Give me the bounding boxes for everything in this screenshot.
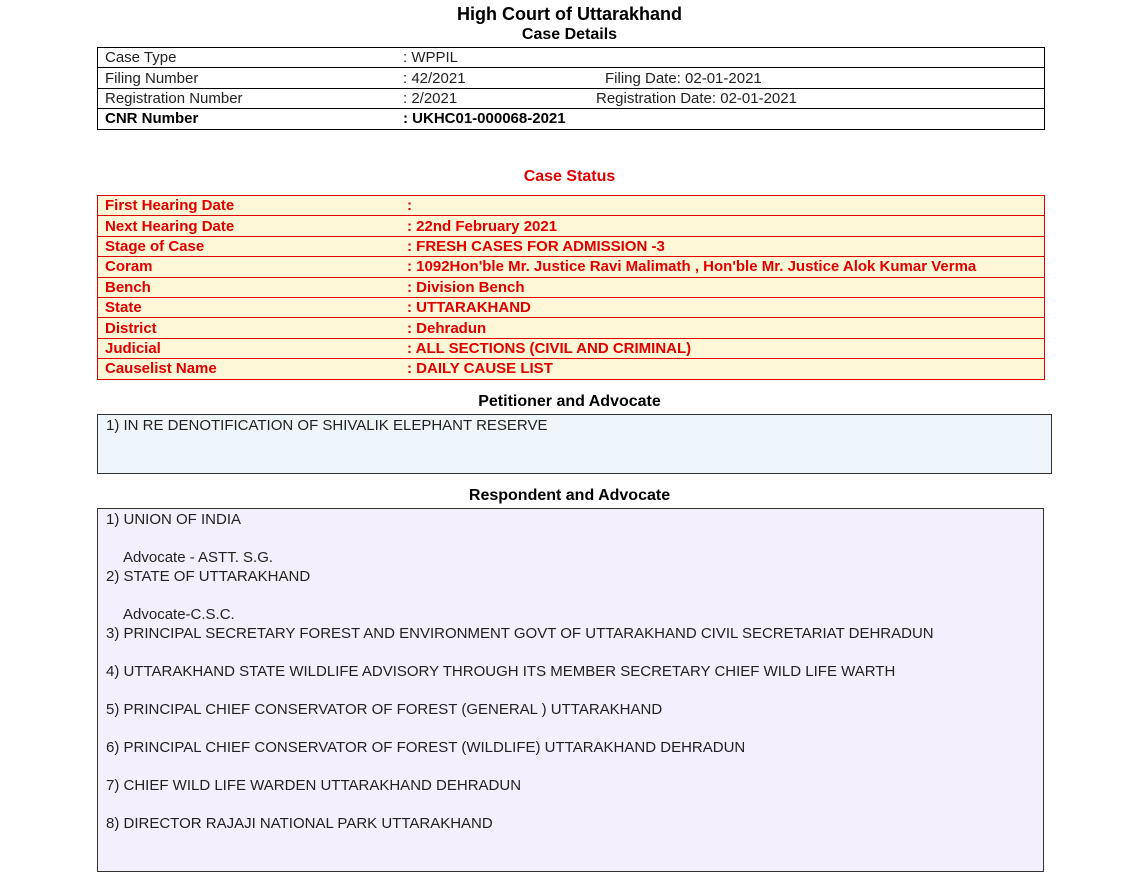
case-details-title: Case Details <box>521 26 618 43</box>
petitioner-title: Petitioner and Advocate <box>478 393 661 410</box>
filing-number-value: : 42/2021 <box>403 69 466 87</box>
bench-label: Bench <box>98 277 397 297</box>
next-hearing-date-label: Next Hearing Date <box>98 216 397 236</box>
respondent-advocate: Advocate - ASTT. S.G. <box>123 549 274 566</box>
case-details-table <box>97 47 1045 130</box>
next-hearing-date-value: : 22nd February 2021 <box>396 216 1045 236</box>
respondent-entry: 6) PRINCIPAL CHIEF CONSERVATOR OF FOREST (WILDLIFE) UTTARAKHAND DEHRADUN <box>106 739 746 756</box>
status-row <box>98 236 1045 256</box>
causelist-name-value: : DAILY CAUSE LIST <box>407 360 553 378</box>
district-label: District <box>98 318 397 338</box>
respondent-entry: 3) PRINCIPAL SECRETARY FOREST AND ENVIRONMENT GOVT OF UTTARAKHAND CIVIL SECRETARIAT DEHRADUN <box>106 625 934 642</box>
registration-number-label: Registration Number <box>98 88 397 108</box>
cnr-label: CNR Number <box>105 110 199 128</box>
first-hearing-date-label: First Hearing Date <box>98 196 397 216</box>
district-value: : Dehradun <box>396 318 1045 338</box>
case-status-title: Case Status <box>523 168 616 185</box>
petitioner-entry: 1) IN RE DENOTIFICATION OF SHIVALIK ELEPHANT RESERVE <box>106 417 548 434</box>
respondent-entry: 1) UNION OF INDIA <box>106 511 242 528</box>
filing-number-label: Filing Number <box>98 68 397 88</box>
status-row <box>98 216 1045 236</box>
respondent-entry: 7) CHIEF WILD LIFE WARDEN UTTARAKHAND DEHRADUN <box>106 777 522 794</box>
respondent-entry: 4) UTTARAKHAND STATE WILDLIFE ADVISORY THROUGH ITS MEMBER SECRETARY CHIEF WILD LIFE WARTH <box>106 663 896 680</box>
cnr-value: : UKHC01-000068-2021 <box>403 110 566 128</box>
petitioner-box <box>97 414 1052 474</box>
registration-number-cell <box>396 88 1045 108</box>
stage-of-case-label: Stage of Case <box>98 236 397 256</box>
case-type-label: Case Type <box>98 48 397 68</box>
respondent-advocate: Advocate-C.S.C. <box>123 606 235 623</box>
case-type-row <box>98 48 1045 68</box>
filing-number-cell <box>396 68 1045 88</box>
status-row <box>98 297 1045 317</box>
judicial-label: Judicial <box>98 338 397 358</box>
coram-label: Coram <box>98 257 397 277</box>
case-type-value: : WPPIL <box>396 48 1045 68</box>
judicial-value: : ALL SECTIONS (CIVIL AND CRIMINAL) <box>396 338 1045 358</box>
first-hearing-date-value: : <box>396 196 1045 216</box>
state-label: State <box>98 297 397 317</box>
status-row <box>98 257 1045 277</box>
stage-of-case-value: : FRESH CASES FOR ADMISSION -3 <box>396 236 1045 256</box>
respondent-box <box>97 508 1044 872</box>
causelist-name-label: Causelist Name <box>105 360 217 378</box>
status-row <box>98 338 1045 358</box>
status-row <box>98 318 1045 338</box>
bench-value: : Division Bench <box>396 277 1045 297</box>
filing-number-row <box>98 68 1045 88</box>
case-status-table <box>97 195 1045 380</box>
state-value: : UTTARAKHAND <box>396 297 1045 317</box>
coram-value: : 1092Hon'ble Mr. Justice Ravi Malimath , Hon'ble Mr. Justice Alok Kumar Verma <box>396 257 1045 277</box>
registration-date: Registration Date: 02-01-2021 <box>596 89 797 107</box>
respondent-entry: 2) STATE OF UTTARAKHAND <box>106 568 311 585</box>
filing-date: Filing Date: 02-01-2021 <box>605 69 762 87</box>
court-title: High Court of Uttarakhand <box>457 4 682 24</box>
status-row <box>98 359 1045 379</box>
respondent-entry: 5) PRINCIPAL CHIEF CONSERVATOR OF FOREST (GENERAL ) UTTARAKHAND <box>106 701 663 718</box>
respondent-title: Respondent and Advocate <box>468 487 671 504</box>
registration-number-row <box>98 88 1045 108</box>
status-row <box>98 196 1045 216</box>
respondent-entry: 8) DIRECTOR RAJAJI NATIONAL PARK UTTARAKHAND <box>106 815 493 832</box>
registration-number-value: : 2/2021 <box>403 89 458 107</box>
status-row <box>98 277 1045 297</box>
cnr-row <box>98 109 1045 129</box>
